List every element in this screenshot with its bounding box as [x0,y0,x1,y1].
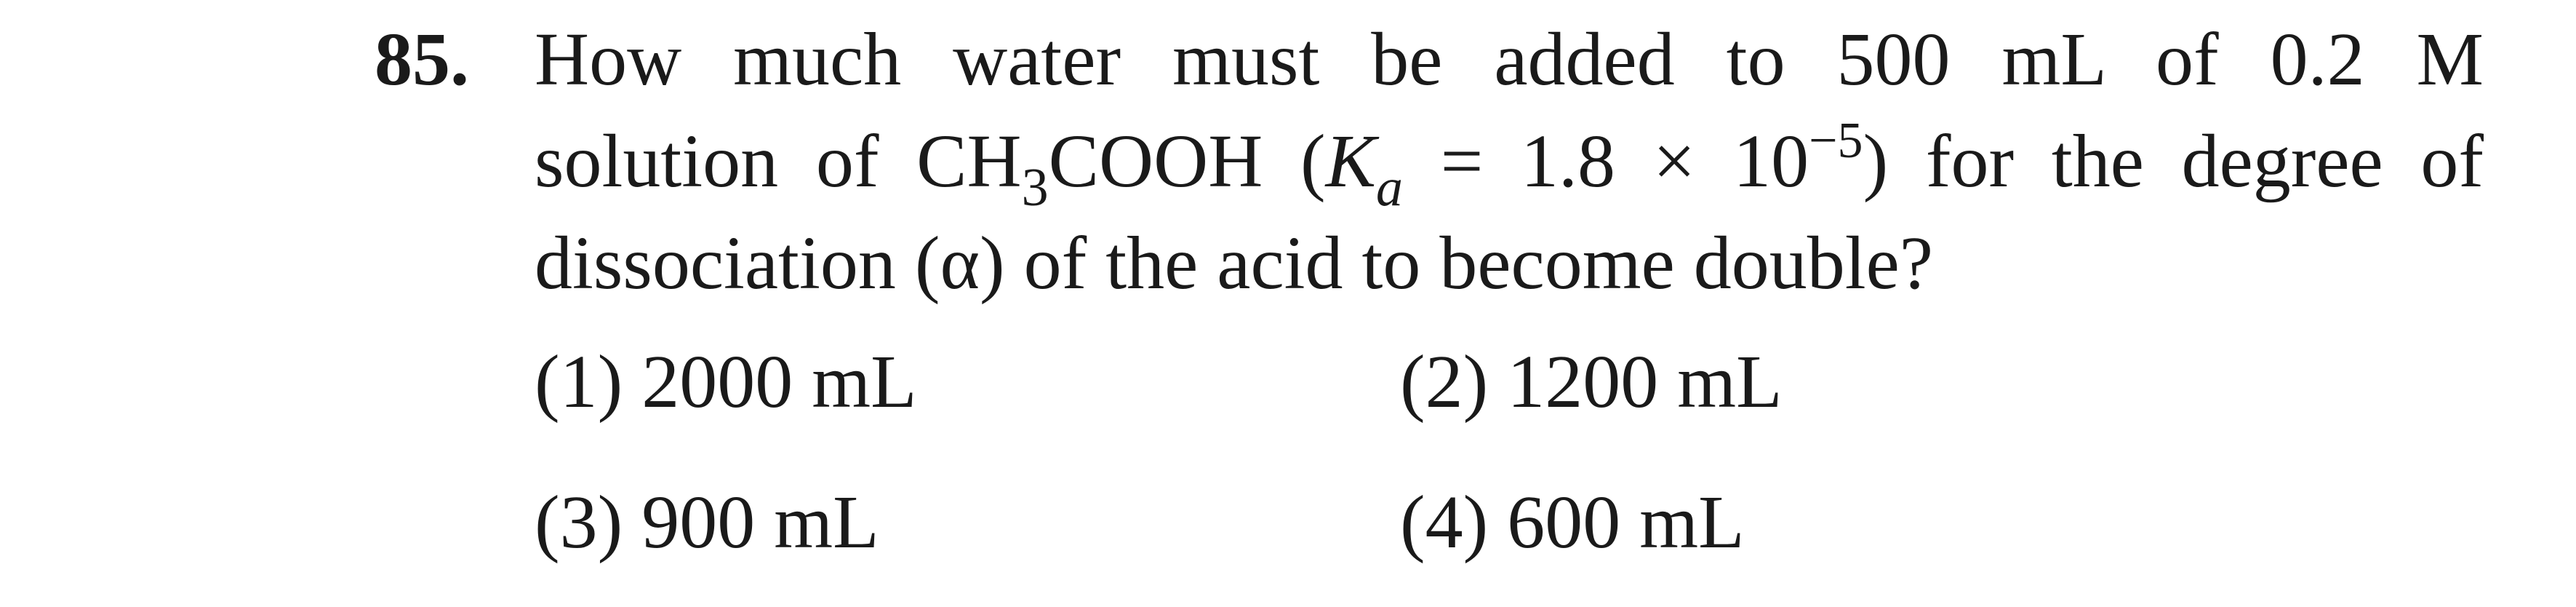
stem-text-degree-of: ) for the degree of [1863,119,2484,203]
superscript-exponent: −5 [1809,113,1863,169]
stem-line-1: How much water must be added to 500 mL of 0.2 M [535,17,2484,101]
question-stem [535,9,2484,314]
option-1[interactable]: (1) 2000 mL [535,340,917,424]
ka-symbol-k: K [1325,119,1377,203]
subscript-a: a [1376,158,1404,218]
question-number: 85. [375,17,469,101]
stem-line-3: dissociation (α) of the acid to become double? [535,221,1933,305]
option-3[interactable]: (3) 900 mL [535,480,879,564]
stem-text-solution-of: solution of CH [535,119,1022,203]
stem-line-2 [535,111,2484,218]
option-2[interactable]: (2) 1200 mL [1400,340,1783,424]
option-4[interactable]: (4) 600 mL [1400,480,1745,564]
stem-text-ka-value: = 1.8 × 10 [1403,119,1809,203]
subscript-3: 3 [1021,158,1049,218]
stem-text-cooh: COOH ( [1048,119,1326,203]
